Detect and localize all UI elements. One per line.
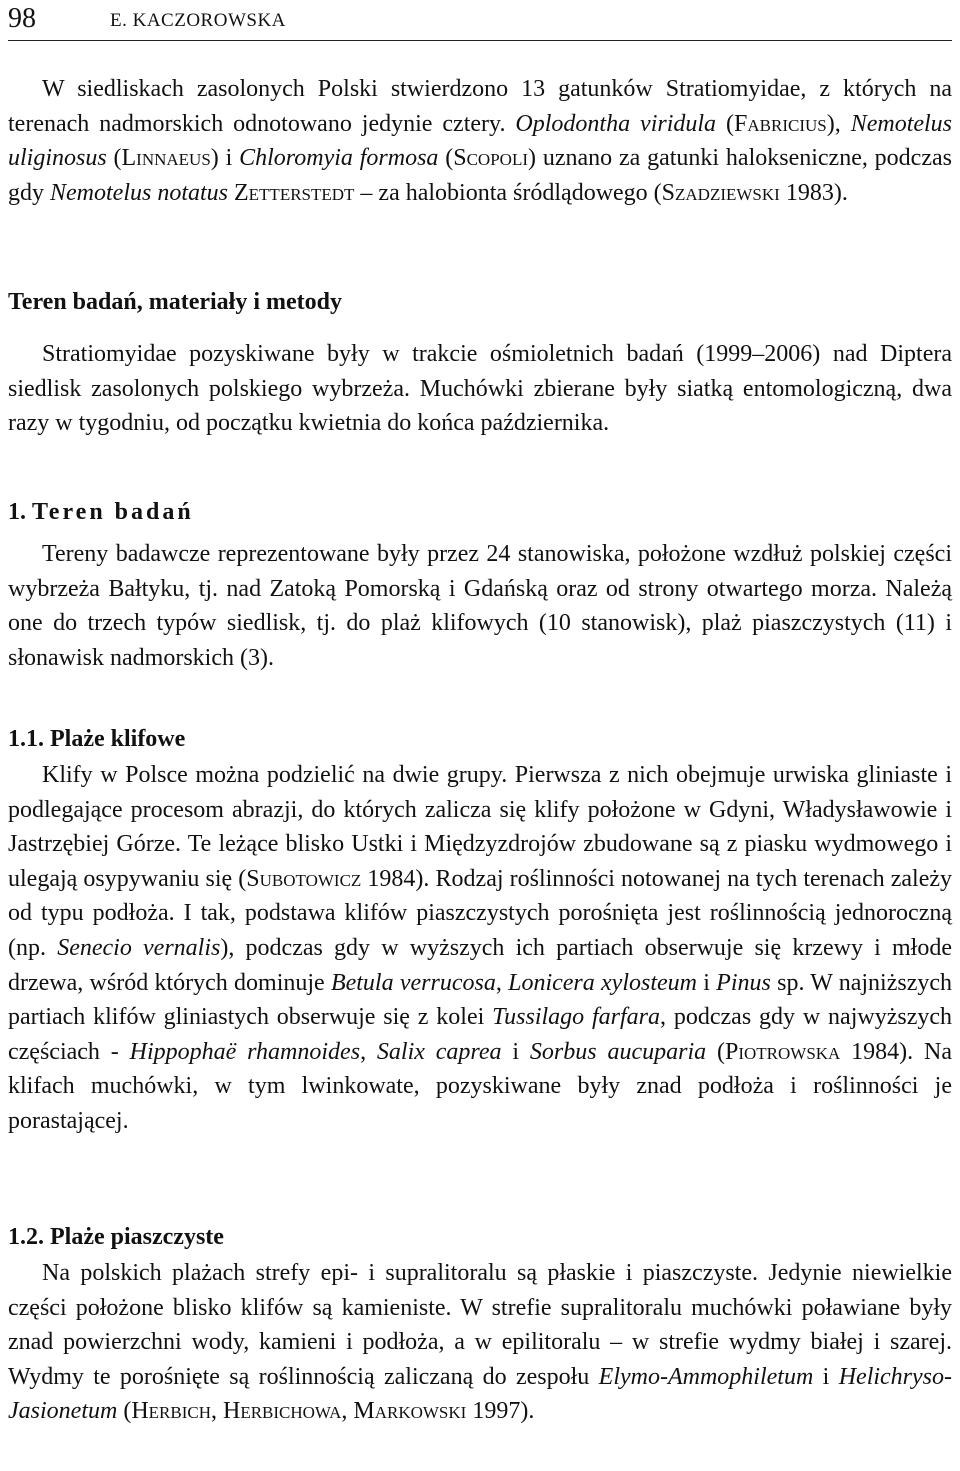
species-name: Tussilago farfara: [492, 1004, 661, 1031]
species-name: Salix caprea: [376, 1038, 502, 1065]
species-name: Chloromyia formosa: [239, 145, 439, 172]
species-name: Nemotelus notatus: [50, 179, 228, 206]
species-name: Nemotelus uliginosus: [8, 110, 953, 172]
species-name: Senecio vernalis: [57, 934, 221, 961]
author-citation: Szadziewski: [661, 179, 780, 206]
species-name: Helichryso-Jasionetum: [8, 1363, 952, 1425]
species-name: Elymo-Ammophiletum: [598, 1363, 814, 1390]
intro-paragraph: W siedliskach zasolonych Polski stwierdzono 13 gatunków Stratiomyidae, z których na terenach nadmorskich odnotowano jedynie cztery. Oplodontha viridula (Fabricius), Nemotelus uliginosus (Linnaeus) i Chloromyia formosa (Scopoli) uznano za gatunki halokseniczne, podczas gdy Nemotelus notatus Zetterstedt – za halobionta śródlądowego (Szadziewski 1983).: [8, 76, 953, 206]
subsection-1-2-heading: 1.2. Plaże piaszczyste: [8, 1224, 224, 1250]
subsection-1-1-paragraph: Klify w Polsce można podzielić na dwie grupy. Pierwsza z nich obejmuje urwiska gliniaste i podlegające procesom abrazji, do których zalicza się klify położone w Gdyni, Władysławowie i Jastrzębiej Górze. Te leżące blisko Ustki i Międzyzdrojów zbudowane są z piasku wydmowego i ulegają osypywaniu się (Subotowicz 1984). Rodzaj roślinności notowanej na tych terenach zależy od typu podłoża. I tak, podstawa klifów piaszczystych porośnięta jest roślinnością jednoroczną (np. Senecio vernalis), podczas gdy w wyższych ich partiach obserwuje się krzewy i młode drzewa, wśród których dominuje Betula verrucosa, Lonicera xylosteum i Pinus sp. W najniższych partiach klifów gliniastych obserwuje się z kolei Tussilago farfara, podczas gdy w najwyższych częściach - Hippophaë rhamnoides, Salix caprea i Sorbus aucuparia (Piotrowska 1984). Na klifach muchówki, w tym lwinkowate, pozyskiwane były znad podłoża i roślinności je porastającej.: [8, 762, 953, 1134]
species-name: Lonicera xylosteum: [508, 969, 697, 996]
page-number: 98: [8, 3, 36, 34]
subsection-1-2-paragraph: Na polskich plażach strefy epi- i supralitoralu są płaskie i piaszczyste. Jedynie niewielkie części położone blisko klifów są kamieniste. W strefie supralitoralu muchówki poławiane były znad powierzchni wody, kamieni i podłoża, a w epilitoralu – w strefie wydmy białej i szarej. Wydmy te porośnięte są roślinnością zaliczaną do zespołu Elymo-Ammophiletum i Helichryso-Jasionetum (Herbich, Herbichowa, Markowski 1997).: [8, 1260, 952, 1425]
running-header: [8, 2, 952, 41]
author-citation: Fabricius: [734, 110, 827, 137]
author-citation: Scopoli: [453, 145, 528, 172]
species-name: Oplodontha viridula: [515, 110, 717, 137]
author-citation: Herbich, Herbichowa, Markowski: [131, 1398, 467, 1425]
section-heading: Teren badań, materiały i metody: [8, 289, 342, 315]
running-author: E. KACZOROWSKA: [110, 10, 286, 31]
author-citation: Linnaeus: [121, 145, 211, 172]
subsection-1-heading: 1. Teren badań: [8, 499, 194, 525]
author-citation: Zetterstedt: [234, 179, 355, 206]
species-name: Sorbus aucuparia: [529, 1038, 707, 1065]
methods-paragraph: Stratiomyidae pozyskiwane były w trakcie ośmioletnich badań (1999–2006) nad Diptera siedlisk zasolonych polskiego wybrzeża. Muchówki zbierane były siatką entomologiczną, dwa razy w tygodniu, od początku kwietnia do końca października.: [8, 341, 952, 437]
subsection-1-paragraph: Tereny badawcze reprezentowane były przez 24 stanowiska, położone wzdłuż polskiej części wybrzeża Bałtyku, tj. nad Zatoką Pomorską i Gdańską oraz od strony otwartego morza. Należą one do trzech typów siedlisk, tj. do plaż klifowych (10 stanowisk), plaż piaszczystych (11) i słonawisk nadmorskich (3).: [8, 541, 952, 671]
species-name: Pinus: [716, 969, 771, 996]
subsection-1-1-heading: 1.1. Plaże klifowe: [8, 726, 186, 752]
author-citation: Subotowicz: [246, 865, 362, 892]
species-name: Betula verrucosa: [330, 969, 496, 996]
species-name: Hippophaë rhamnoides: [129, 1038, 361, 1065]
author-citation: Piotrowska: [724, 1038, 841, 1065]
